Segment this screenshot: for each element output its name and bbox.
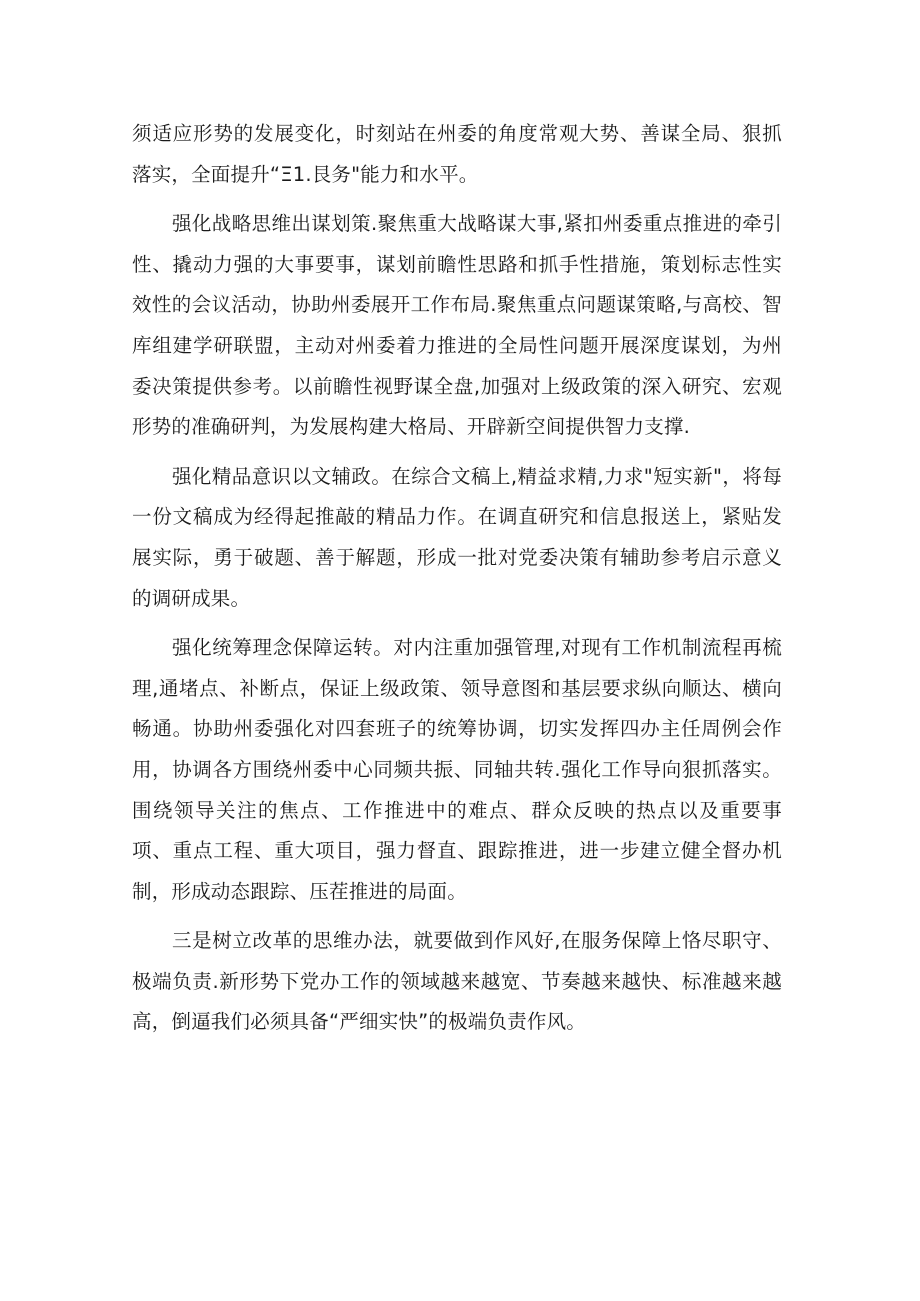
paragraph-5: 三是树立改革的思维办法，就要做到作风好,在服务保障上恪尽职守、极端负责.新形势下党办工作的领域越来越宽、节奏越来越快、标准越来越高，倒逼我们必须具备“严细实快”的极端负责作风。 — [132, 929, 782, 1034]
paragraph-2: 强化战略思维出谋划策.聚焦重大战略谋大事,紧扣州委重点推进的牵引性、撬动力强的大事要事，谋划前瞻性思路和抓手性措施，策划标志性实效性的会议活动，协助州委展开工作布局.聚焦重点问题谋策略,与高校、智库组建学研联盟，主动对州委着力推进的全局性问题开展深度谋划，为州委决策提供参考。以前瞻性视野谋全盘,加强对上级政策的深入研究、宏观形势的准确研判，为发展构建大格局、开辟新空间提供智力支撑. — [132, 212, 782, 439]
paragraph-1: 须适应形势的发展变化，时刻站在州委的角度常观大势、善谋全局、狠抓落实，全面提升“Ξ1.艮务"能力和水平。 — [132, 122, 782, 186]
paragraph-4: 强化统筹理念保障运转。对内注重加强管理,对现有工作机制流程再梳理,通堵点、补断点，保证上级政策、领导意图和基层要求纵向顺达、横向畅通。协助州委强化对四套班子的统筹协调，切实发挥四办主任周例会作用，协调各方围绕州委中心同频共振、同轴共转.强化工作导向狠抓落实。围绕领导关注的焦点、工作推进中的难点、群众反映的热点以及重要事项、重点工程、重大项目，强力督直、跟踪推进，进一步建立健全督办机制，形成动态跟踪、压茬推进的局面。 — [132, 636, 782, 903]
paragraph-3: 强化精品意识以文辅政。在综合文稿上,精益求精,力求"短实新"，将每一份文稿成为经得起推敲的精品力作。在调直研究和信息报送上，紧贴发展实际，勇于破题、善于解题，形成一批对党委决策有辅助参考启示意义的调研成果。 — [132, 464, 782, 610]
document-body — [132, 114, 782, 1052]
